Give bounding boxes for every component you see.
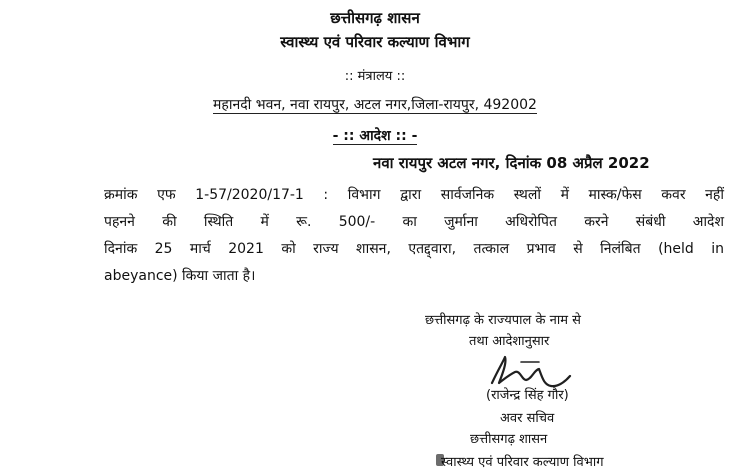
signatory-government: छत्तीसगढ़ शासन bbox=[470, 432, 548, 447]
signature-authority-line: छत्तीसगढ़ के राज्यपाल के नाम से bbox=[425, 313, 581, 328]
department-header: स्वास्थ्य एवं परिवार कल्याण विभाग bbox=[280, 33, 470, 51]
signatory-department: स्वास्थ्य एवं परिवार कल्याण विभाग bbox=[441, 455, 604, 470]
order-heading bbox=[0, 129, 750, 145]
handwritten-signature bbox=[484, 352, 574, 392]
order-body-line-3: दिनांक 25 मार्च 2021 को राज्य शासन, एतद्द्वारा, तत्काल प्रभाव से निलंबित (held in bbox=[104, 241, 724, 257]
order-date-line: नवा रायपुर अटल नगर, दिनांक 08 अप्रैल 2022 bbox=[373, 154, 650, 172]
government-header: छत्तीसगढ़ शासन bbox=[330, 9, 420, 27]
ministry-header: :: मंत्रालय :: bbox=[344, 69, 406, 84]
order-body-line-1: क्रमांक एफ 1-57/2020/17-1 : विभाग द्वारा सार्वजनिक स्थलों में मास्क/फेस कवर नहीं bbox=[104, 187, 724, 203]
signatory-designation: अवर सचिव bbox=[500, 411, 555, 426]
signatory-name: (राजेन्द्र सिंह गौर) bbox=[486, 388, 569, 403]
order-body-line-4: abeyance) किया जाता है। bbox=[104, 268, 256, 284]
order-heading-text: - :: आदेश :: - bbox=[332, 128, 418, 144]
signature-order-line: तथा आदेशानुसार bbox=[469, 334, 550, 349]
address-line bbox=[0, 98, 750, 114]
address-text: महानदी भवन, नवा रायपुर, अटल नगर,जिला-रायपुर, 492002 bbox=[213, 97, 537, 113]
order-body-line-2: पहनने की स्थिति में रू. 500/- का जुर्माना अधिरोपित करने संबंधी आदेश bbox=[104, 214, 724, 230]
